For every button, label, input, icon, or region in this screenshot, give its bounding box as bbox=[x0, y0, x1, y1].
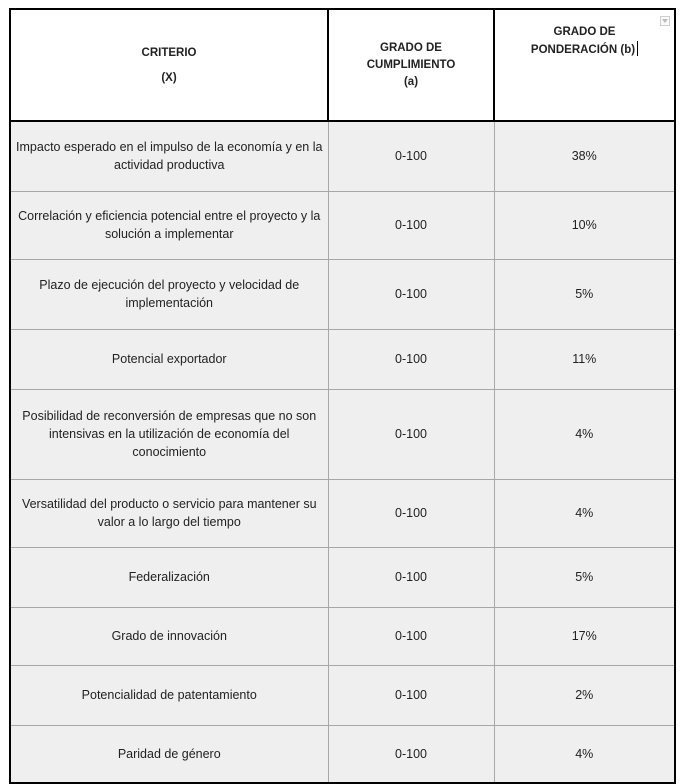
header-ponderacion-line2-wrap bbox=[499, 41, 670, 59]
table-body bbox=[10, 121, 675, 783]
cell-cumplimiento[interactable]: 0-100 bbox=[328, 329, 494, 389]
cell-ponderacion[interactable]: 2% bbox=[494, 665, 675, 725]
table-row bbox=[10, 547, 675, 607]
table-row bbox=[10, 389, 675, 479]
header-cumplimiento-line2: CUMPLIMIENTO bbox=[366, 58, 456, 71]
header-cumplimiento-line1: GRADO DE bbox=[380, 41, 442, 54]
header-ponderacion[interactable] bbox=[494, 9, 675, 121]
cell-cumplimiento[interactable]: 0-100 bbox=[328, 547, 494, 607]
criteria-table bbox=[9, 8, 676, 784]
cell-criterio[interactable]: Correlación y eficiencia potencial entre el proyecto y la solución a implementar bbox=[10, 191, 328, 259]
cell-ponderacion[interactable]: 4% bbox=[494, 479, 675, 547]
header-row bbox=[10, 9, 675, 121]
cell-ponderacion[interactable]: 5% bbox=[494, 547, 675, 607]
cell-criterio[interactable]: Grado de innovación bbox=[10, 607, 328, 665]
header-cumplimiento[interactable] bbox=[328, 9, 494, 121]
table-row bbox=[10, 607, 675, 665]
cell-cumplimiento[interactable]: 0-100 bbox=[328, 191, 494, 259]
cell-cumplimiento[interactable]: 0-100 bbox=[328, 725, 494, 783]
cell-cumplimiento[interactable]: 0-100 bbox=[328, 665, 494, 725]
table-row bbox=[10, 329, 675, 389]
cell-cumplimiento[interactable]: 0-100 bbox=[328, 607, 494, 665]
cell-ponderacion[interactable]: 11% bbox=[494, 329, 675, 389]
cell-cumplimiento[interactable]: 0-100 bbox=[328, 259, 494, 329]
cell-criterio[interactable]: Potencialidad de patentamiento bbox=[10, 665, 328, 725]
cell-criterio[interactable]: Potencial exportador bbox=[10, 329, 328, 389]
cell-cumplimiento[interactable]: 0-100 bbox=[328, 389, 494, 479]
header-criterio[interactable] bbox=[10, 9, 328, 121]
header-ponderacion-line1: GRADO DE bbox=[553, 26, 616, 38]
header-criterio-sub: (X) bbox=[161, 72, 177, 84]
table-row bbox=[10, 665, 675, 725]
table-row bbox=[10, 259, 675, 329]
cell-ponderacion[interactable]: 38% bbox=[494, 121, 675, 191]
cell-criterio[interactable]: Posibilidad de reconversión de empresas que no son intensivas en la utilización de economía del conocimiento bbox=[10, 389, 328, 479]
header-cumplimiento-line3: (a) bbox=[403, 75, 419, 88]
cell-ponderacion[interactable]: 17% bbox=[494, 607, 675, 665]
text-cursor bbox=[637, 41, 638, 56]
cell-criterio[interactable]: Federalización bbox=[10, 547, 328, 607]
cell-ponderacion[interactable]: 10% bbox=[494, 191, 675, 259]
header-ponderacion-line2: PONDERACIÓN (b) bbox=[530, 44, 636, 56]
filter-dropdown-icon[interactable] bbox=[660, 16, 670, 26]
cell-cumplimiento[interactable]: 0-100 bbox=[328, 479, 494, 547]
cell-cumplimiento[interactable]: 0-100 bbox=[328, 121, 494, 191]
cell-ponderacion[interactable]: 4% bbox=[494, 389, 675, 479]
cell-criterio[interactable]: Impacto esperado en el impulso de la economía y en la actividad productiva bbox=[10, 121, 328, 191]
header-criterio-title: CRITERIO bbox=[141, 47, 197, 59]
table-row bbox=[10, 725, 675, 783]
cell-criterio[interactable]: Paridad de género bbox=[10, 725, 328, 783]
table-row bbox=[10, 121, 675, 191]
cell-criterio[interactable]: Plazo de ejecución del proyecto y velocidad de implementación bbox=[10, 259, 328, 329]
table-row bbox=[10, 479, 675, 547]
cell-ponderacion[interactable]: 4% bbox=[494, 725, 675, 783]
table-row bbox=[10, 191, 675, 259]
cell-criterio[interactable]: Versatilidad del producto o servicio para mantener su valor a lo largo del tiempo bbox=[10, 479, 328, 547]
cell-ponderacion[interactable]: 5% bbox=[494, 259, 675, 329]
